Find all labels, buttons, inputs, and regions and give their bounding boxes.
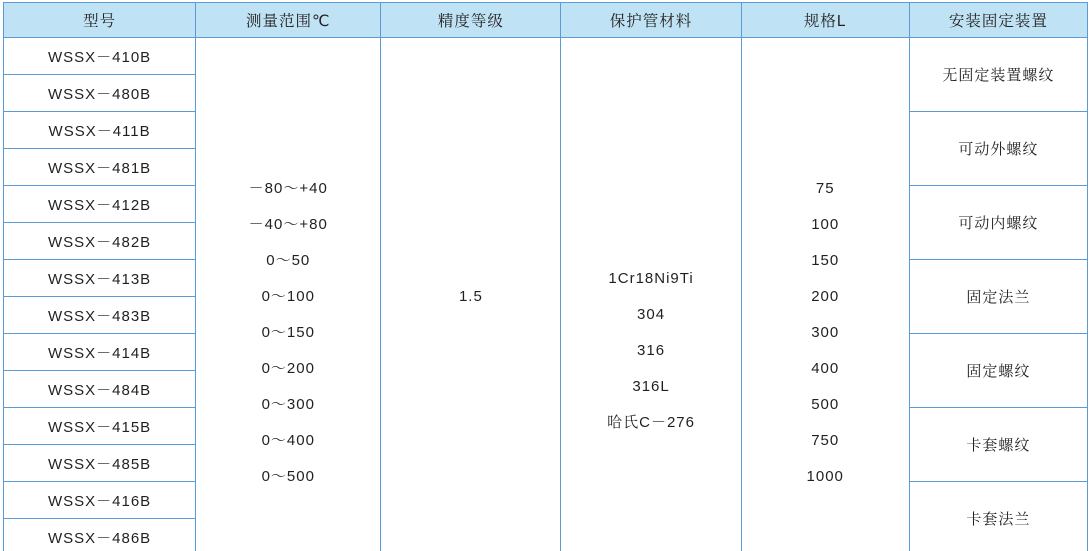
column-header-range: 测量范围℃ [196,3,381,38]
model-cell: WSSX－482B [4,223,196,260]
mount-cell: 卡套螺纹 [909,408,1087,482]
length-item: 1000 [806,467,844,485]
length-item: 100 [811,215,840,233]
length-item: 300 [811,323,840,341]
specification-table [3,2,1088,551]
model-cell: WSSX－416B [4,482,196,519]
table-body [4,38,1088,551]
column-header-material: 保护管材料 [561,3,741,38]
range-item: －80～+40 [248,179,328,197]
model-cell: WSSX－410B [4,38,196,75]
material-item: 哈氏C－276 [607,413,695,431]
model-cell: WSSX－480B [4,75,196,112]
model-cell: WSSX－413B [4,260,196,297]
mount-cell: 卡套法兰 [909,482,1087,551]
mount-cell: 固定螺纹 [909,334,1087,408]
material-cell [561,38,741,551]
accuracy-cell: 1.5 [381,38,561,551]
column-header-mount: 安装固定装置 [909,3,1087,38]
length-cell [741,38,909,551]
range-item: 0～400 [261,431,315,449]
range-item: 0～300 [261,395,315,413]
header-row [4,3,1088,38]
material-item: 1Cr18Ni9Ti [608,269,694,287]
length-list [742,99,909,495]
model-cell: WSSX－486B [4,519,196,551]
range-item: 0～150 [261,323,315,341]
range-cell [196,38,381,551]
model-cell: WSSX－483B [4,297,196,334]
material-item: 316 [637,341,666,359]
range-item: 0～200 [261,359,315,377]
column-header-model: 型号 [4,3,196,38]
mount-cell: 无固定装置螺纹 [909,38,1087,112]
model-cell: WSSX－484B [4,371,196,408]
model-cell: WSSX－414B [4,334,196,371]
table-row [4,38,1088,75]
column-header-length: 规格L [741,3,909,38]
model-cell: WSSX－411B [4,112,196,149]
material-list [561,153,740,441]
material-item: 316L [632,377,670,395]
mount-cell: 固定法兰 [909,260,1087,334]
length-item: 200 [811,287,840,305]
material-item: 304 [637,305,666,323]
mount-cell: 可动内螺纹 [909,186,1087,260]
range-item: 0～50 [266,251,311,269]
model-cell: WSSX－412B [4,186,196,223]
length-item: 75 [815,179,835,197]
length-item: 500 [811,395,840,413]
range-item: 0～500 [261,467,315,485]
table-header [4,3,1088,38]
model-cell: WSSX－485B [4,445,196,482]
range-item: －40～+80 [248,215,328,233]
range-item: 0～100 [261,287,315,305]
length-item: 750 [811,431,840,449]
length-item: 150 [811,251,840,269]
model-cell: WSSX－481B [4,149,196,186]
model-cell: WSSX－415B [4,408,196,445]
length-item: 400 [811,359,840,377]
mount-cell: 可动外螺纹 [909,112,1087,186]
column-header-accuracy: 精度等级 [381,3,561,38]
range-list [196,99,380,495]
